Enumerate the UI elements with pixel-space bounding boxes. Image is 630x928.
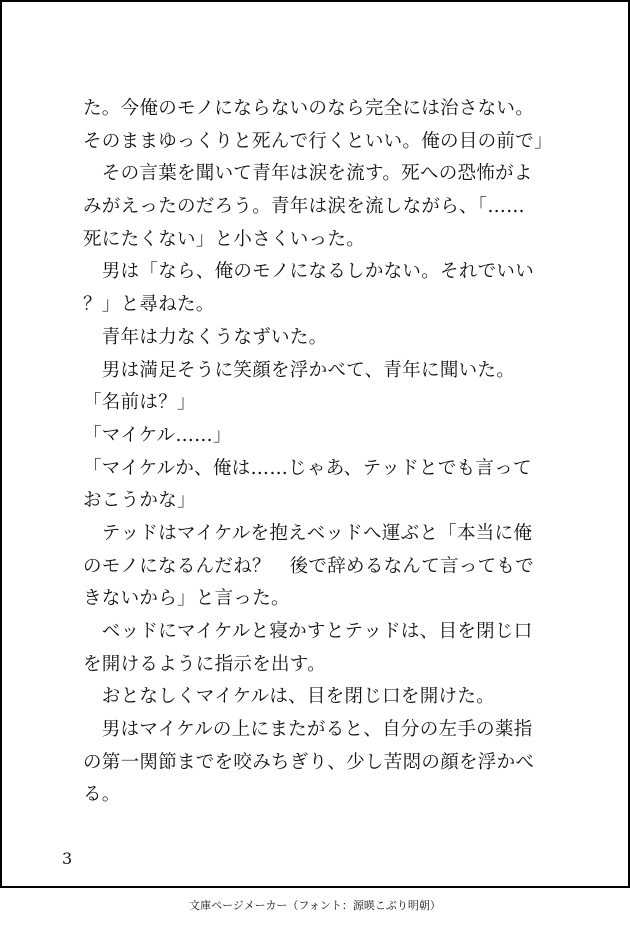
text-line: ベッドにマイケルと寝かすとテッドは、目を閉じ口 bbox=[83, 621, 533, 642]
text-line: 青年は力なくうなずいた。 bbox=[83, 326, 328, 348]
text-line: 男は「なら、俺のモノになるしかない。それでいい bbox=[83, 261, 535, 283]
text-line: のモノになるんだね？ 後で辞めるなんて言ってもで bbox=[83, 555, 535, 577]
text-line: そのままゆっくりと死んで行くといい。俺の目の前で」 bbox=[83, 130, 553, 152]
footer-credit: 文庫ページメーカー（フォント：源暎こぶり明朝） bbox=[189, 899, 441, 912]
text-line: を開けるように指示を出す。 bbox=[83, 653, 326, 675]
page-number: 3 bbox=[62, 849, 73, 868]
text-line: た。今俺のモノにならないのなら完全には治さない。 bbox=[83, 98, 535, 119]
text-line: きないから」と言った。 bbox=[83, 588, 290, 610]
text-line: 男はマイケルの上にまたがると、自分の左手の薬指 bbox=[83, 719, 533, 741]
text-line: 男は満足そうに笑顔を浮かべて、青年に聞いた。 bbox=[83, 359, 516, 381]
text-line: おこうかな」 bbox=[83, 490, 196, 512]
text-line: テッドはマイケルを抱えベッドへ運ぶと「本当に俺 bbox=[83, 522, 533, 544]
text-line: 死にたくない」と小さくいった。 bbox=[83, 228, 366, 250]
text-line: の第一関節までを咬みちぎり、少し苦悶の顔を浮かべ bbox=[83, 751, 535, 773]
body-text bbox=[83, 93, 563, 812]
text-line: 「マイケル……」 bbox=[83, 424, 232, 446]
text-line: その言葉を聞いて青年は涙を流す。死への恐怖がよ bbox=[83, 163, 533, 185]
text-line: みがえったのだろう。青年は涙を流しながら、「…… bbox=[83, 196, 525, 218]
text-line: ？」と尋ねた。 bbox=[83, 294, 215, 316]
text-line: 「名前は？」 bbox=[83, 392, 196, 414]
text-line: る。 bbox=[83, 784, 121, 806]
text-line: 「マイケルか、俺は……じゃあ、テッドとでも言って bbox=[83, 457, 532, 479]
text-line: おとなしくマイケルは、目を閉じ口を開けた。 bbox=[83, 686, 495, 708]
